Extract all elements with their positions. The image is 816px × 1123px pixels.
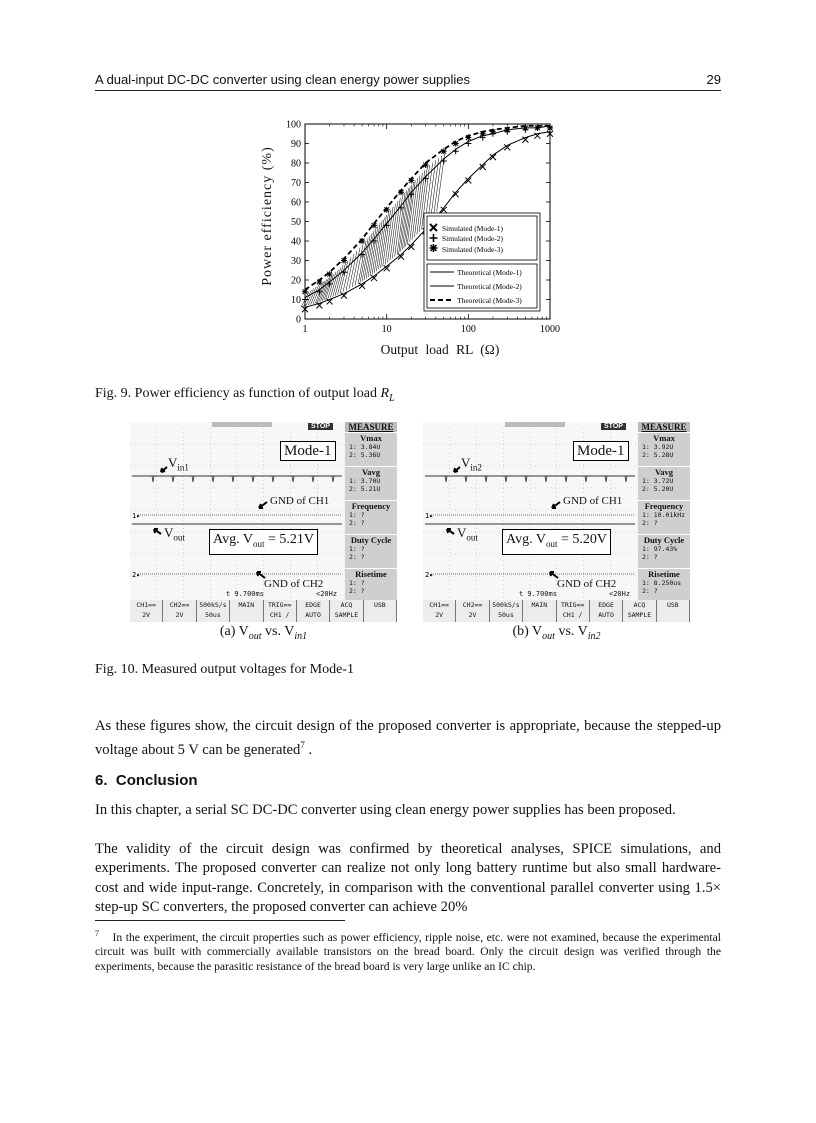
ch2-marker: 2▸ <box>425 571 434 579</box>
scope-bottom-bar <box>423 600 690 622</box>
measure-rise <box>638 568 690 602</box>
y-tick-label: 80 <box>291 158 301 170</box>
bottom-cell-bottom: 2V <box>142 611 151 619</box>
y-tick-label: 0 <box>296 314 301 326</box>
measure-freq-label: Frequency <box>351 501 391 511</box>
hatch-line <box>395 195 403 256</box>
x-axis-label: Output load RL (Ω) <box>380 342 500 357</box>
bottom-cell-bottom: 2V <box>435 611 444 619</box>
bottom-cell-bottom: AUTO <box>305 611 321 619</box>
section-title: Conclusion <box>115 772 198 789</box>
sim-marker-mode3 <box>359 238 365 244</box>
sim-marker-mode3 <box>423 162 429 168</box>
bottom-cell-top: ACQ <box>633 601 646 609</box>
avg-value: = 5.20V <box>557 532 607 547</box>
measure-vmax <box>345 432 397 466</box>
bottom-cell-top: TRIG== <box>267 601 292 609</box>
measure-rise-ch2: 2: ? <box>642 587 658 595</box>
measure-vavg-ch2: 2: 5.21U <box>349 485 381 493</box>
y-axis-label: Power efficiency (%) <box>260 146 275 286</box>
sim-marker-mode3 <box>327 271 333 277</box>
bottom-cell-top: 500kS/s <box>199 601 227 609</box>
ch1-marker: 1▸ <box>425 512 434 520</box>
bottom-cell-top: CH1== <box>136 601 156 609</box>
subcap-prefix: (b) V <box>512 624 543 639</box>
x-tick-label: 1000 <box>540 324 560 335</box>
measure-vmax-label: Vmax <box>360 433 382 443</box>
subcap-sub2: in1 <box>294 630 308 642</box>
paragraph-results <box>95 717 721 761</box>
bottom-cell-top: USB <box>666 601 679 609</box>
gnd1-label: GND of CH1 <box>270 495 330 507</box>
bottom-cell-top: CH2== <box>462 601 483 609</box>
bottom-cell-bottom: SAMPLE <box>334 611 359 619</box>
bottom-cell <box>557 600 590 622</box>
measure-vmax-ch2: 2: 5.28U <box>642 451 674 459</box>
measure-vmax-ch1: 1: 3.92U <box>642 443 674 451</box>
hatch-line <box>333 267 341 296</box>
section-number: 6. <box>95 772 108 789</box>
sim-marker-mode3 <box>441 148 447 154</box>
avg-prefix: Avg. V <box>506 532 546 547</box>
measure-duty-ch1: 1: ? <box>349 545 365 553</box>
measure-panel <box>345 422 397 600</box>
oscilloscope-panel-a <box>130 422 397 622</box>
measure-rise-label: Risetime <box>355 569 387 579</box>
x-tick-label: 100 <box>460 324 476 335</box>
sim-marker-mode3 <box>504 127 510 133</box>
measure-freq-ch2: 2: ? <box>349 519 365 527</box>
y-tick-label: 30 <box>291 256 301 267</box>
hatch-line <box>306 289 314 307</box>
page-number: 29 <box>706 72 721 87</box>
measure-duty-label: Duty Cycle <box>643 535 685 545</box>
subfigure-caption-b <box>423 624 690 642</box>
measure-freq <box>638 500 690 534</box>
bottom-cell <box>456 600 489 622</box>
vout-v: V <box>164 525 174 540</box>
ch2-marker: 2▸ <box>132 571 141 579</box>
subcap-mid: vs. V <box>554 624 588 639</box>
bottom-cell-bottom: CH1 ∕ <box>562 611 583 619</box>
paragraph-results-end: . <box>304 742 313 759</box>
y-tick-label: 10 <box>291 295 301 306</box>
hatch-line <box>364 233 372 280</box>
legend-theo-mode1: Theoretical (Mode-1) <box>457 268 522 277</box>
stop-badge: STOP <box>601 423 626 430</box>
vin-sub: in2 <box>470 462 482 473</box>
hatch-line <box>390 201 398 260</box>
vin-sub: in1 <box>177 462 189 473</box>
measure-title: MEASURE <box>638 422 690 432</box>
bottom-cell-bottom: SAMPLE <box>627 611 652 619</box>
bottom-cell <box>657 600 690 622</box>
gnd1-label: GND of CH1 <box>563 495 623 507</box>
bottom-cell-top: CH1== <box>429 601 449 609</box>
subcap-prefix: (a) V <box>219 624 249 639</box>
measure-freq <box>345 500 397 534</box>
bottom-cell <box>130 600 163 622</box>
bottom-cell-top: MAIN <box>238 601 255 609</box>
bottom-cell-top: EDGE <box>598 601 614 609</box>
measure-vmax-label: Vmax <box>653 433 675 443</box>
avg-vout-label <box>209 529 318 555</box>
sim-marker-mode3 <box>302 289 308 295</box>
x-tick-label: 1 <box>302 324 308 335</box>
bottom-cell-bottom: 2V <box>175 611 184 619</box>
x-tick-label: 10 <box>381 324 392 335</box>
bottom-cell <box>364 600 397 622</box>
mode-label: Mode-1 <box>280 441 336 461</box>
sim-marker-mode3 <box>547 125 553 131</box>
chart-legend <box>424 213 540 311</box>
conclusion-paragraph-1: In this chapter, a serial SC DC-DC converter using clean energy power supplies has been proposed. <box>95 802 676 818</box>
legend-theo-mode3: Theoretical (Mode-3) <box>457 296 522 305</box>
scope-bottom-bar <box>130 600 397 622</box>
figure-10-caption: Fig. 10. Measured output voltages for Mode-1 <box>95 662 354 677</box>
fig9-caption-var: R <box>380 386 390 401</box>
avg-vout-label <box>502 529 611 555</box>
sim-marker-mode2 <box>465 141 471 147</box>
legend-sim-mode1: Simulated (Mode-1) <box>442 224 504 233</box>
bottom-cell-top: ACQ <box>340 601 353 609</box>
bottom-cell-bottom: CH1 ∕ <box>269 611 290 619</box>
vout-label <box>164 525 185 543</box>
sim-marker-mode3 <box>408 178 414 184</box>
mode-label: Mode-1 <box>573 441 629 461</box>
measure-rise <box>345 568 397 602</box>
conclusion-paragraph-2: The validity of the circuit design was confirmed by theoretical analyses, SPICE simulations, and experiments. The proposed converter can realize not only long battery runtime but also small hardware-cost and wide input-range. Concretely, in comparison with the conventional parallel converter using 1.5× step-up SC converters, the proposed converter can achieve 20% <box>95 841 721 916</box>
vin-label <box>461 455 482 473</box>
sim-marker-mode3 <box>316 279 322 285</box>
hatch-line <box>338 263 346 295</box>
bottom-cell-bottom: 2V <box>468 611 477 619</box>
y-tick-label: 50 <box>291 217 301 228</box>
section-heading <box>95 772 198 789</box>
subfigure-caption-a <box>130 624 397 642</box>
measure-vavg-ch1: 1: 3.70U <box>349 477 381 485</box>
measure-duty-ch2: 2: ? <box>349 553 365 561</box>
subcap-sub1: out <box>248 630 262 642</box>
subcap-sub2: in2 <box>587 630 601 642</box>
sim-marker-mode3 <box>341 258 347 264</box>
bottom-cell <box>230 600 263 622</box>
vin-v: V <box>168 455 178 470</box>
hatch-line <box>335 265 343 296</box>
avg-sub: out <box>545 538 558 549</box>
measure-freq-ch2: 2: ? <box>642 519 658 527</box>
measure-panel <box>638 422 690 600</box>
hatch-line <box>360 238 368 282</box>
footnote-ref: 7 <box>300 740 305 751</box>
figure-9-caption <box>95 386 395 404</box>
measure-title: MEASURE <box>345 422 397 432</box>
bottom-cell-bottom: 50us <box>205 611 221 619</box>
stop-badge: STOP <box>308 423 333 430</box>
bottom-cell-top: USB <box>373 601 386 609</box>
measure-duty-ch2: 2: ? <box>642 553 658 561</box>
sim-marker-mode3 <box>465 135 471 141</box>
y-tick-label: 90 <box>291 139 301 150</box>
sim-marker-mode3 <box>398 189 404 195</box>
header-rule <box>95 90 721 91</box>
measure-vavg-label: Vavg <box>654 467 674 477</box>
y-tick-label: 100 <box>286 119 301 131</box>
hatch-line <box>383 210 391 267</box>
measure-vavg <box>345 466 397 500</box>
measure-rise-ch1: 1: 8.250us <box>642 579 682 587</box>
bottom-cell-top: MAIN <box>531 601 548 609</box>
measure-rise-ch2: 2: ? <box>349 587 365 595</box>
avg-sub: out <box>252 538 265 549</box>
vout-sub: out <box>466 532 478 543</box>
bottom-cell-bottom: 50us <box>498 611 514 619</box>
vout-v: V <box>457 525 467 540</box>
bottom-cell <box>297 600 330 622</box>
legend-sim-mode3: Simulated (Mode-3) <box>442 245 504 254</box>
measure-vavg-ch1: 1: 3.72U <box>642 477 674 485</box>
measure-rise-label: Risetime <box>648 569 680 579</box>
oscilloscope-panel-b <box>423 422 690 622</box>
y-tick-label: 40 <box>291 236 301 248</box>
sim-marker-mode2 <box>441 158 447 164</box>
hatch-line <box>414 173 422 237</box>
sim-marker-mode3 <box>453 141 459 147</box>
vout-label <box>457 525 478 543</box>
measure-vavg-label: Vavg <box>361 467 381 477</box>
sim-marker-mode3 <box>534 125 540 131</box>
y-tick-label: 20 <box>291 275 301 287</box>
trigger-rate: <20Hz <box>609 590 631 598</box>
vin-label <box>168 455 189 473</box>
measure-vavg-ch2: 2: 5.20U <box>642 485 674 493</box>
subcap-mid: vs. V <box>261 624 295 639</box>
fig9-caption-sub: L <box>389 392 395 404</box>
efficiency-chart <box>250 112 590 364</box>
bottom-cell-top: TRIG== <box>560 601 585 609</box>
bottom-cell-bottom: AUTO <box>598 611 614 619</box>
subcap-sub1: out <box>542 630 555 642</box>
sim-marker-mode3 <box>384 207 390 213</box>
measure-duty-ch1: 1: 97.43% <box>642 545 678 553</box>
sim-marker-mode3 <box>522 125 528 131</box>
hatch-line <box>410 178 418 242</box>
legend-sim-mode3-marker <box>430 244 438 252</box>
hatch-line <box>381 212 389 268</box>
sim-marker-mode2 <box>302 297 308 303</box>
footnote-text: In the experiment, the circuit properties such as power efficiency, ripple noise, etc. were not examined, because the experimental circuit was built with commercially available transistors on the bread board. Only the circuit design was verified through the experiments, because the parasitic resistance of the bread board is very large unlike an IC chip. <box>95 930 721 974</box>
avg-value: = 5.21V <box>264 532 314 547</box>
hatch-line <box>308 287 316 305</box>
bottom-cell <box>197 600 230 622</box>
bottom-cell <box>330 600 363 622</box>
paragraph-results-text: As these figures show, the circuit design of the proposed converter is appropriate, because the stepped-up voltage about 5 V can be generated <box>95 718 721 759</box>
gnd2-label: GND of CH2 <box>264 578 324 590</box>
y-tick-label: 70 <box>291 178 301 189</box>
sim-marker-mode3 <box>480 131 486 137</box>
bottom-cell-top: CH2== <box>169 601 190 609</box>
y-tick-label: 60 <box>291 197 301 209</box>
measure-vmax <box>638 432 690 466</box>
sim-marker-mode3 <box>490 129 496 135</box>
footnote-mark: 7 <box>95 929 99 938</box>
measure-rise-ch1: 1: ? <box>349 579 365 587</box>
bottom-cell <box>623 600 656 622</box>
bottom-cell <box>423 600 456 622</box>
footnote-rule <box>95 920 345 921</box>
timebase: t 9.700ms <box>519 590 557 598</box>
avg-prefix: Avg. V <box>213 532 253 547</box>
bottom-cell-top: EDGE <box>305 601 321 609</box>
ch1-marker: 1▸ <box>132 512 141 520</box>
legend-theo-mode2: Theoretical (Mode-2) <box>457 282 522 291</box>
fig9-caption-text: Fig. 9. Power efficiency as function of output load <box>95 386 381 401</box>
trigger-bar <box>505 422 565 427</box>
timebase: t 9.700ms <box>226 590 264 598</box>
bottom-cell-top: 500kS/s <box>492 601 520 609</box>
trigger-rate: <20Hz <box>316 590 338 598</box>
measure-vmax-ch2: 2: 5.36U <box>349 451 381 459</box>
measure-duty <box>638 534 690 568</box>
sim-marker-mode3 <box>371 222 377 228</box>
trigger-bar <box>212 422 272 427</box>
running-header-title: A dual-input DC-DC converter using clean energy power supplies <box>95 72 471 87</box>
sim-marker-mode2 <box>453 148 459 154</box>
bottom-cell <box>523 600 556 622</box>
measure-freq-ch1: 1: ? <box>349 511 365 519</box>
measure-duty <box>345 534 397 568</box>
bottom-cell <box>590 600 623 622</box>
bottom-cell <box>163 600 196 622</box>
measure-freq-ch1: 1: 10.01kHz <box>642 511 686 519</box>
measure-freq-label: Frequency <box>644 501 684 511</box>
footnote <box>95 927 721 975</box>
measure-vavg <box>638 466 690 500</box>
bottom-cell <box>264 600 297 622</box>
measure-duty-label: Duty Cycle <box>350 535 392 545</box>
gnd2-label: GND of CH2 <box>557 578 617 590</box>
measure-vmax-ch1: 1: 3.84U <box>349 443 381 451</box>
legend-sim-mode2: Simulated (Mode-2) <box>442 234 504 243</box>
bottom-cell <box>490 600 523 622</box>
vout-sub: out <box>173 532 185 543</box>
vin-v: V <box>461 455 471 470</box>
